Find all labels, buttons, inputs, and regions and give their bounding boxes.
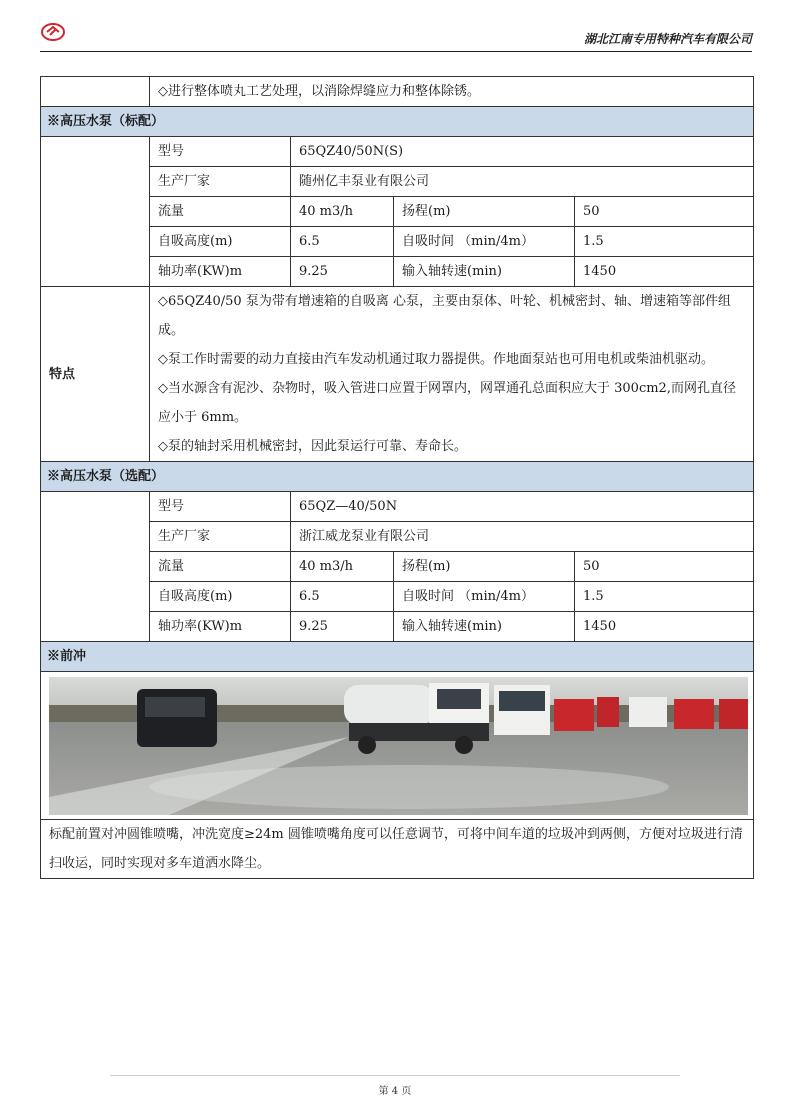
head-value: 50 <box>575 197 754 227</box>
flow-label: 流量 <box>150 552 291 582</box>
power-label: 轴功率(KW)m <box>150 612 291 642</box>
table-row <box>41 137 754 167</box>
page-header <box>40 22 752 52</box>
front-wash-photo <box>49 677 748 815</box>
flow-value: 40 m3/h <box>291 552 394 582</box>
section-header-pump-optional: ※高压水泵（选配） <box>41 462 754 492</box>
top-note: ◇进行整体喷丸工艺处理，以消除焊缝应力和整体除锈。 <box>150 77 754 107</box>
table-row <box>41 672 754 820</box>
company-name: 湖北江南专用特种汽车有限公司 <box>583 32 752 46</box>
time-value: 1.5 <box>575 582 754 612</box>
maker-label: 生产厂家 <box>150 522 291 552</box>
feature-item: ◇当水源含有泥沙、杂物时，吸入管进口应置于网罩内，网罩通孔总面积应大于 300cm2,而网孔直径应小于 6mm。 <box>158 381 736 425</box>
head-label: 扬程(m) <box>394 197 575 227</box>
model-value: 65QZ40/50N(S) <box>291 137 754 167</box>
maker-label: 生产厂家 <box>150 167 291 197</box>
page-number: 第 4 页 <box>378 1086 412 1097</box>
speed-value: 1450 <box>575 612 754 642</box>
maker-value: 浙江威龙泵业有限公司 <box>291 522 754 552</box>
maker-value: 随州亿丰泵业有限公司 <box>291 167 754 197</box>
front-wash-caption: 标配前置对冲圆锥喷嘴，冲洗宽度≥24m 圆锥喷嘴角度可以任意调节，可将中间车道的垃圾冲到两侧，方便对垃圾进行清扫收运，同时实现对多车道洒水降尘。 <box>41 820 754 879</box>
model-value: 65QZ—40/50N <box>291 492 754 522</box>
model-label: 型号 <box>150 137 291 167</box>
model-label: 型号 <box>150 492 291 522</box>
section-header-pump-standard: ※高压水泵（标配） <box>41 107 754 137</box>
spec-table <box>40 76 754 879</box>
speed-label: 输入轴转速(min) <box>394 257 575 287</box>
footer-divider <box>110 1075 680 1076</box>
power-value: 9.25 <box>291 257 394 287</box>
head-value: 50 <box>575 552 754 582</box>
table-row <box>41 492 754 522</box>
section-header-front-wash: ※前冲 <box>41 642 754 672</box>
features-cell <box>150 287 754 462</box>
flow-label: 流量 <box>150 197 291 227</box>
table-row <box>41 820 754 879</box>
head-label: 扬程(m) <box>394 552 575 582</box>
speed-value: 1450 <box>575 257 754 287</box>
feature-item: ◇泵工作时需要的动力直接由汽车发动机通过取力器提供。作地面泵站也可用电机或柴油机驱动。 <box>158 352 714 367</box>
flow-value: 40 m3/h <box>291 197 394 227</box>
features-label: 特点 <box>41 287 150 462</box>
feature-item: ◇泵的轴封采用机械密封，因此泵运行可靠、寿命长。 <box>158 439 467 454</box>
feature-item: ◇65QZ40/50 泵为带有增速箱的自吸离 心泵，主要由泵体、叶轮、机械密封、轴、增速箱等部件组成。 <box>158 294 731 338</box>
power-value: 9.25 <box>291 612 394 642</box>
time-label: 自吸时间 （min/4m） <box>394 582 575 612</box>
table-row <box>41 287 754 462</box>
speed-label: 输入轴转速(min) <box>394 612 575 642</box>
table-row <box>41 77 754 107</box>
time-value: 1.5 <box>575 227 754 257</box>
company-logo-icon <box>40 22 68 48</box>
power-label: 轴功率(KW)m <box>150 257 291 287</box>
suction-label: 自吸高度(m) <box>150 227 291 257</box>
suction-value: 6.5 <box>291 227 394 257</box>
suction-label: 自吸高度(m) <box>150 582 291 612</box>
time-label: 自吸时间 （min/4m） <box>394 227 575 257</box>
suction-value: 6.5 <box>291 582 394 612</box>
